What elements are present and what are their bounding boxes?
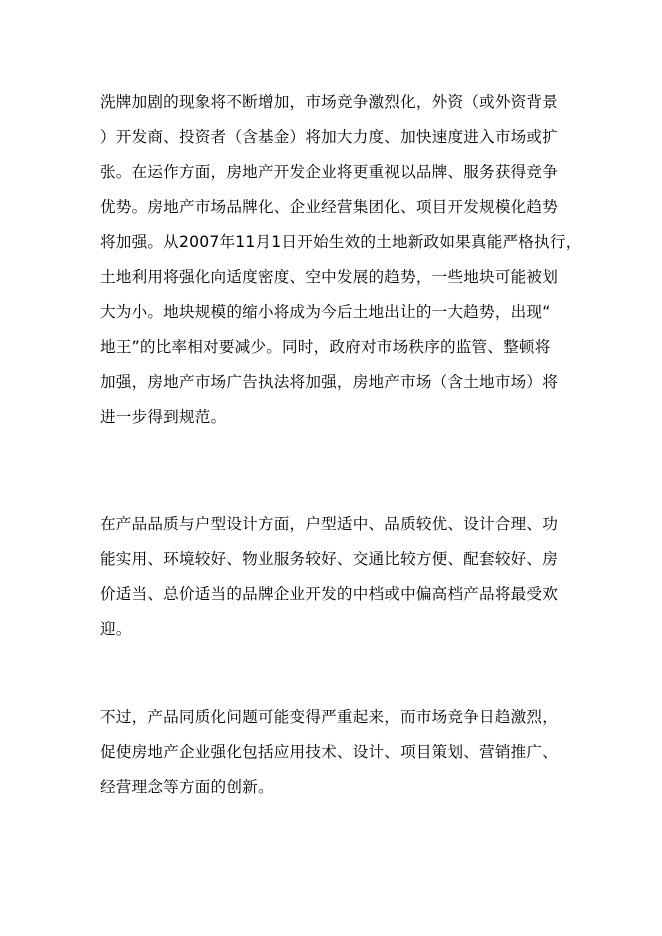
paragraph-1-line-6: 土地利用将强化向适度密度、空中发展的趋势，一些地块可能被划	[100, 268, 559, 286]
paragraph-2-line-2: 能实用、环境较好、物业服务较好、交通比较方便、配套较好、房	[100, 550, 559, 568]
paragraph-1-line-3: 张。在运作方面，房地产开发企业将更重视以品牌、服务获得竞争	[100, 163, 559, 181]
paragraph-2-line-1: 在产品品质与户型设计方面，户型适中、品质较优、设计合理、功	[100, 515, 559, 533]
paragraph-1-line-8: 地王”的比率相对要减少。同时，政府对市场秩序的监管、整顿将	[100, 338, 551, 356]
paragraph-1-line-4: 优势。房地产市场品牌化、企业经营集团化、项目开发规模化趋势	[100, 198, 559, 216]
paragraph-1-line-9: 加强，房地产市场广告执法将加强，房地产市场（含土地市场）将	[100, 373, 559, 391]
paragraph-1-line-1: 洗牌加剧的现象将不断增加，市场竞争激烈化，外资（或外资背景	[100, 93, 559, 111]
paragraph-1-line-2: ）开发商、投资者（含基金）将加大力度、加快速度进入市场或扩	[100, 128, 559, 146]
paragraph-3-line-1: 不过，产品同质化问题可能变得严重起来，而市场竞争日趋激烈，	[100, 708, 559, 726]
paragraph-1-line-5: 将加强。从2007年11月1日开始生效的土地新政如果真能严格执行，	[100, 233, 582, 251]
paragraph-2-line-4: 迎。	[100, 620, 132, 638]
paragraph-3-line-3: 经营理念等方面的创新。	[100, 778, 274, 796]
paragraph-3-line-2: 促使房地产企业强化包括应用技术、设计、项目策划、营销推广、	[100, 743, 559, 761]
paragraph-1-line-7: 大为小。地块规模的缩小将成为今后土地出让的一大趋势，出现“	[100, 303, 551, 321]
paragraph-1-line-10: 进一步得到规范。	[100, 408, 227, 426]
paragraph-2-line-3: 价适当、总价适当的品牌企业开发的中档或中偏高档产品将最受欢	[100, 585, 559, 603]
